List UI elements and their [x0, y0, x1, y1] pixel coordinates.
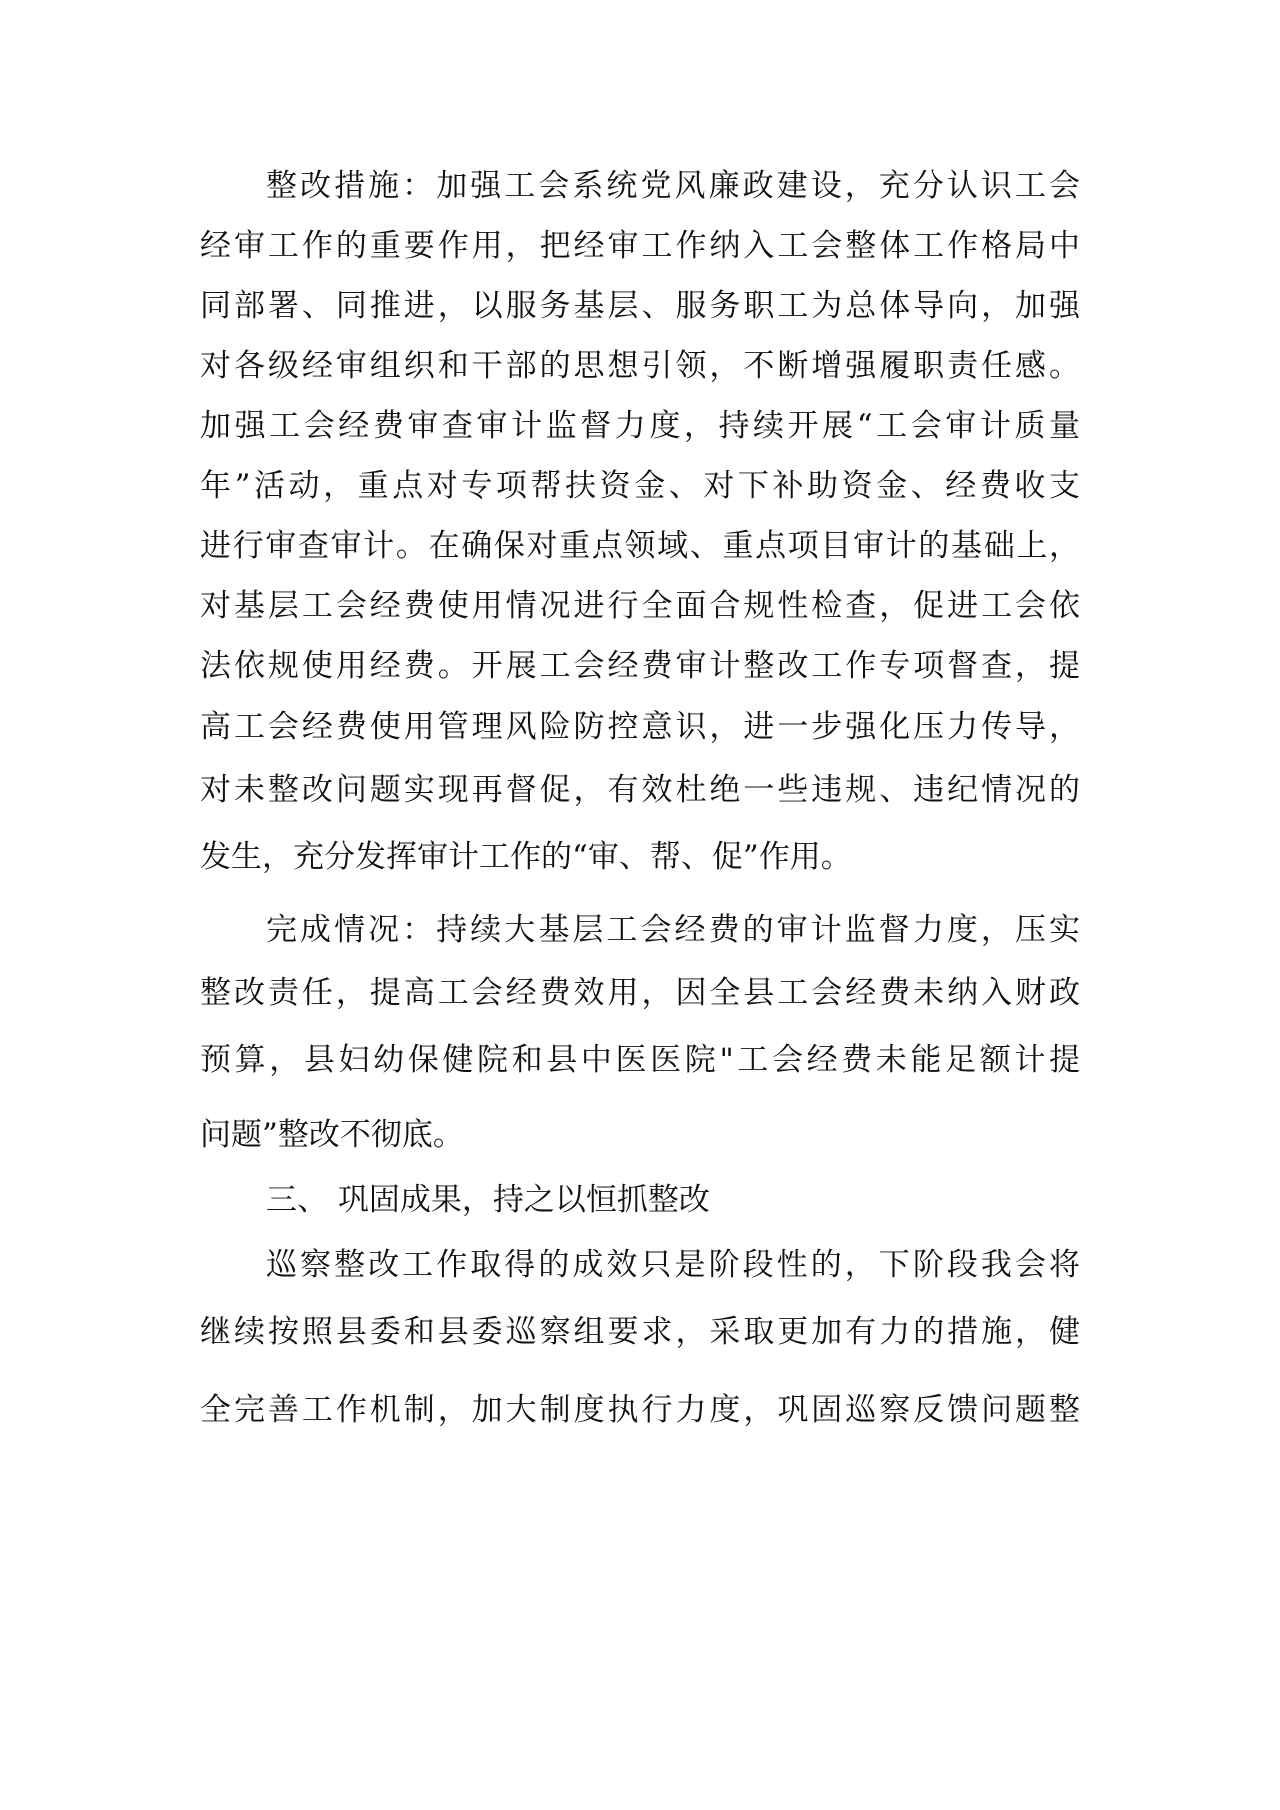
paragraph-measures-line-7: 进行审查审计。在确保对重点领域、重点项目审计的基础上， — [200, 528, 1080, 564]
section-heading-three: 三、 巩固成果，持之以恒抓整改 — [266, 1182, 710, 1218]
paragraph-measures-line-3: 同部署、同推进，以服务基层、服务职工为总体导向，加强 — [200, 288, 1080, 324]
paragraph-measures-line-12: 发生，充分发挥审计工作的“审、帮、促”作用。 — [200, 839, 852, 875]
paragraph-measures-line-8: 对基层工会经费使用情况进行全面合规性检查，促进工会依 — [200, 588, 1080, 624]
paragraph-status-line-1: 完成情况：持续大基层工会经费的审计监督力度，压实 — [266, 912, 1080, 948]
paragraph-status-line-4: 问题”整改不彻底。 — [200, 1117, 464, 1153]
paragraph-status-line-2: 整改责任，提高工会经费效用，因全县工会经费未纳入财政 — [200, 975, 1080, 1011]
paragraph-measures-line-1: 整改措施：加强工会系统党风廉政建设，充分认识工会 — [266, 168, 1080, 204]
paragraph-measures-line-10: 高工会经费使用管理风险防控意识，进一步强化压力传导， — [200, 709, 1080, 745]
paragraph-measures-line-4: 对各级经审组织和干部的思想引领，不断增强履职责任感。 — [200, 348, 1080, 384]
paragraph-measures-line-5: 加强工会经费审查审计监督力度，持续开展“工会审计质量 — [200, 408, 1080, 444]
paragraph-rectification-line-2: 继续按照县委和县委巡察组要求，采取更加有力的措施，健 — [200, 1314, 1080, 1350]
paragraph-status-line-3: 预算，县妇幼保健院和县中医医院"工会经费未能足额计提 — [200, 1042, 1080, 1078]
paragraph-measures-line-6: 年”活动，重点对专项帮扶资金、对下补助资金、经费收支 — [200, 468, 1080, 504]
paragraph-rectification-line-3: 全完善工作机制，加大制度执行力度，巩固巡察反馈问题整 — [200, 1392, 1080, 1428]
paragraph-measures-line-2: 经审工作的重要作用，把经审工作纳入工会整体工作格局中 — [200, 228, 1080, 264]
paragraph-measures-line-11: 对未整改问题实现再督促，有效杜绝一些违规、违纪情况的 — [200, 772, 1080, 808]
paragraph-rectification-line-1: 巡察整改工作取得的成效只是阶段性的，下阶段我会将 — [266, 1247, 1080, 1283]
paragraph-measures-line-9: 法依规使用经费。开展工会经费审计整改工作专项督查，提 — [200, 648, 1080, 684]
